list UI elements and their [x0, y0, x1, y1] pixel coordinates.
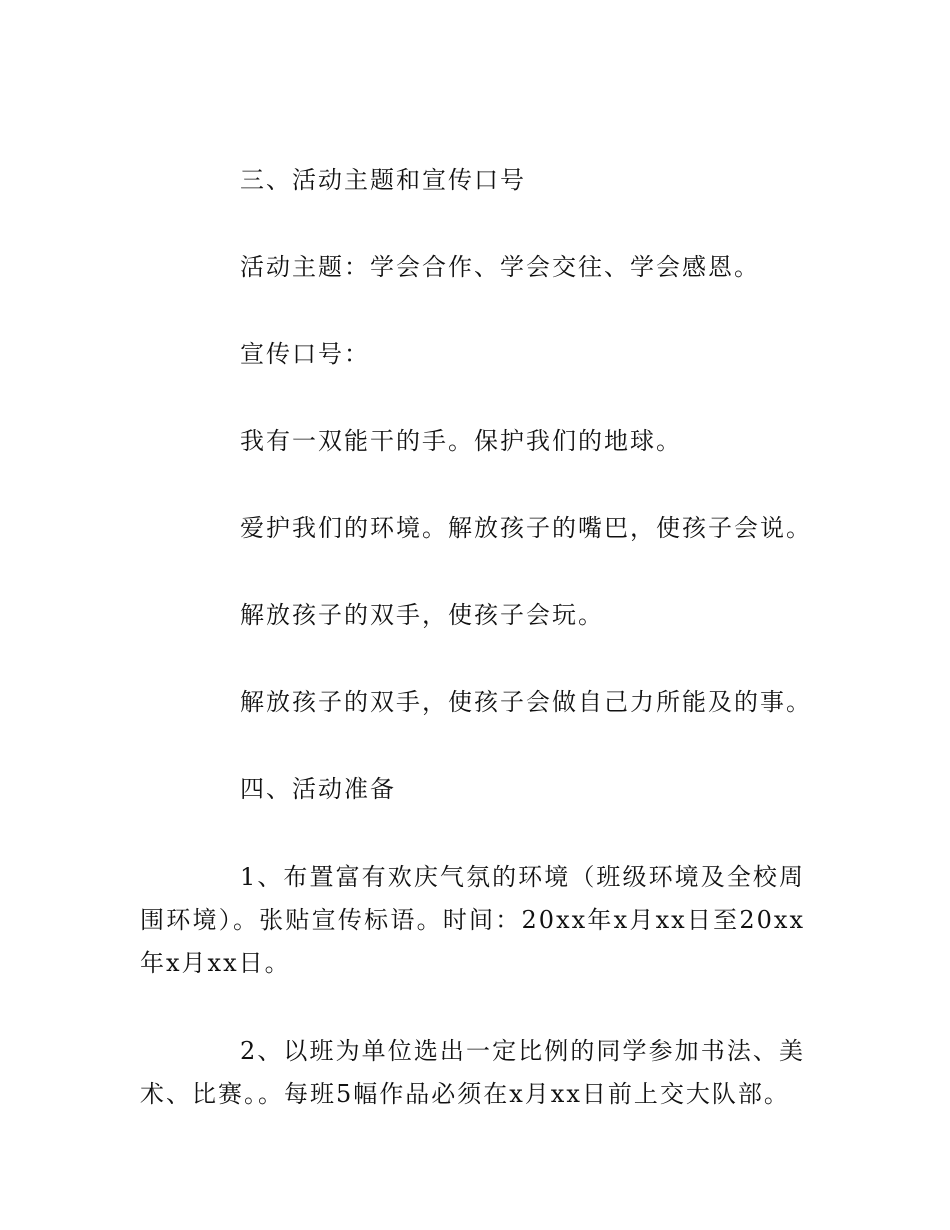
slogan-label: 宣传口号：	[240, 340, 370, 368]
slogan-line: 解放孩子的双手，使孩子会玩。	[240, 601, 604, 629]
slogan-line: 我有一双能干的手。保护我们的地球。	[240, 427, 682, 455]
preparation-item: 1、布置富有欢庆气氛的环境（班级环境及全校周围环境）。张贴宣传标语。时间：20xx年x月xx日至20xx年x月xx日。	[140, 863, 805, 977]
preparation-item: 2、以班为单位选出一定比例的同学参加书法、美术、比赛。。每班5幅作品必须在x月xx日前上交大队部。	[140, 1037, 805, 1108]
activity-theme: 活动主题：学会合作、学会交往、学会感恩。	[240, 253, 760, 281]
slogan-line: 解放孩子的双手，使孩子会做自己力所能及的事。	[240, 688, 812, 716]
section-heading-3: 三、活动主题和宣传口号	[240, 166, 526, 194]
slogan-line: 爱护我们的环境。解放孩子的嘴巴，使孩子会说。	[240, 514, 812, 542]
section-heading-4: 四、活动准备	[240, 775, 396, 803]
